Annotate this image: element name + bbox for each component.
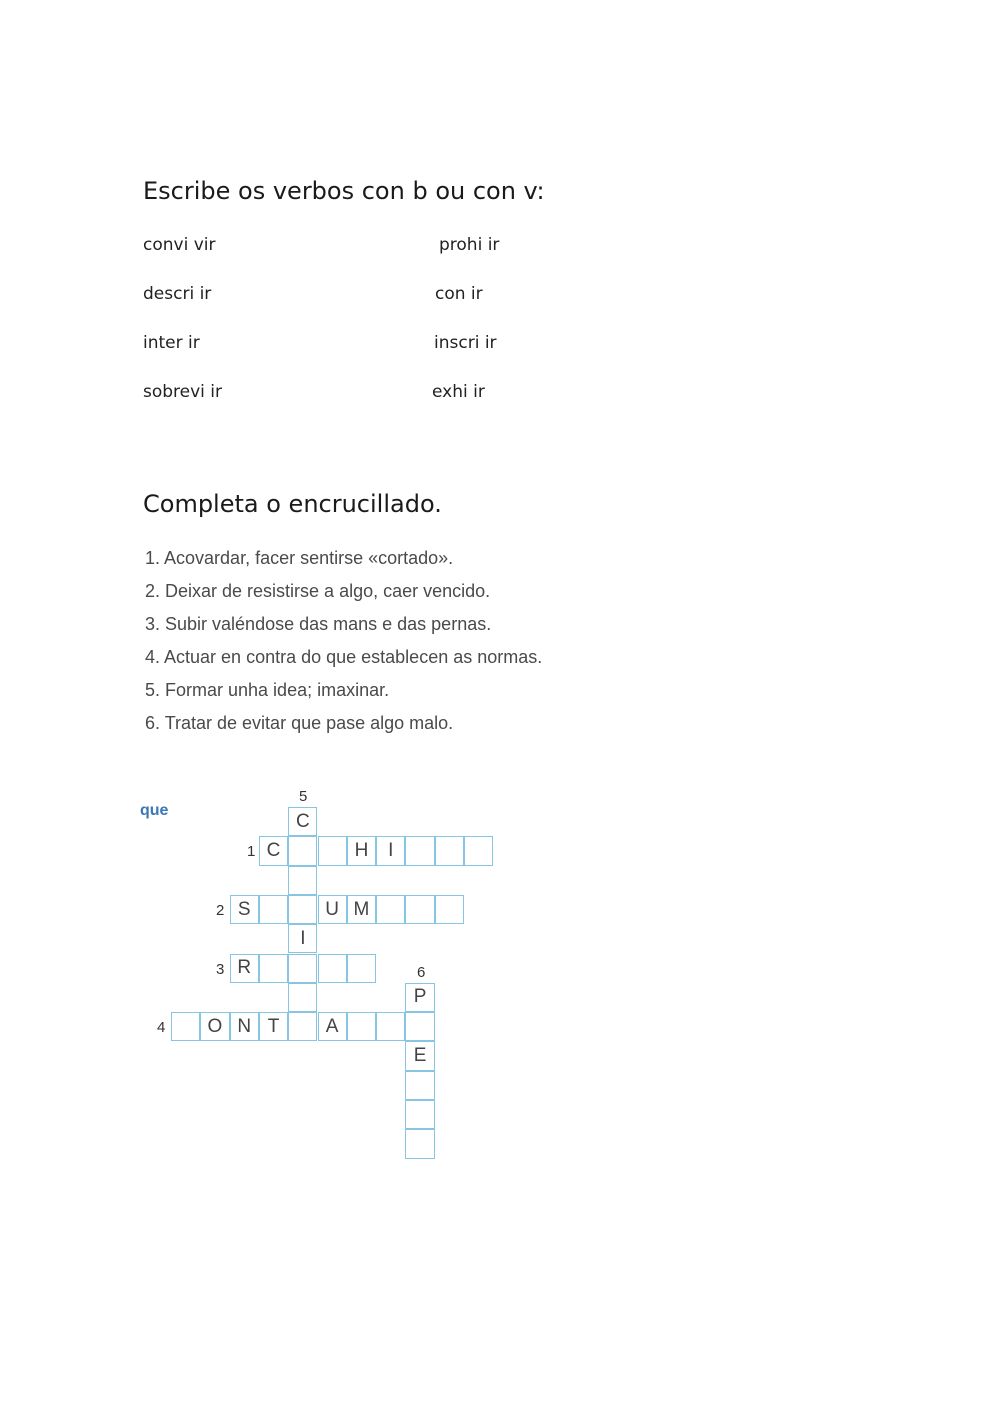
crossword-cell[interactable] xyxy=(405,836,434,865)
crossword-cell[interactable] xyxy=(405,1071,434,1100)
crossword-cell[interactable] xyxy=(288,895,317,924)
crossword-cell[interactable] xyxy=(288,983,317,1012)
clue-number-2: 2 xyxy=(216,902,225,919)
crossword-cell[interactable] xyxy=(464,836,493,865)
crossword-cell[interactable] xyxy=(288,866,317,895)
clue-number-1: 1 xyxy=(247,843,256,860)
crossword-cell[interactable]: A xyxy=(318,1012,347,1041)
word-left-2: descri ir xyxy=(143,284,212,304)
word-left-3: inter ir xyxy=(143,333,200,353)
crossword-cell[interactable] xyxy=(171,1012,200,1041)
crossword-cell[interactable]: C xyxy=(259,836,288,865)
crossword-cell[interactable] xyxy=(288,1012,317,1041)
crossword-cell[interactable] xyxy=(376,895,405,924)
crossword-cell[interactable]: M xyxy=(347,895,376,924)
crossword-cell[interactable]: C xyxy=(288,807,317,836)
clue-number-3: 3 xyxy=(216,961,225,978)
word-right-3: inscri ir xyxy=(434,333,497,353)
cropped-text-fragment: que xyxy=(140,802,169,819)
crossword-cell[interactable]: N xyxy=(230,1012,259,1041)
word-left-1: convi vir xyxy=(143,235,216,255)
clue-3: 3. Subir valéndose das mans e das pernas. xyxy=(145,614,492,634)
crossword-cell[interactable] xyxy=(318,836,347,865)
crossword-cell[interactable]: S xyxy=(230,895,259,924)
word-left-4: sobrevi ir xyxy=(143,382,223,402)
crossword-cell[interactable]: O xyxy=(200,1012,229,1041)
crossword-cell[interactable] xyxy=(435,836,464,865)
crossword-cell[interactable]: P xyxy=(405,983,434,1012)
crossword-cell[interactable]: U xyxy=(318,895,347,924)
crossword-cell[interactable]: I xyxy=(376,836,405,865)
word-right-2: con ir xyxy=(435,284,483,304)
crossword-cell[interactable]: H xyxy=(347,836,376,865)
crossword-cell[interactable] xyxy=(259,895,288,924)
crossword-cell[interactable] xyxy=(405,1129,434,1158)
crossword-cell[interactable] xyxy=(288,836,317,865)
clue-1: 1. Acovardar, facer sentirse «cortado». xyxy=(145,548,454,568)
word-right-1: prohi ir xyxy=(439,235,500,255)
clue-6: 6. Tratar de evitar que pase algo malo. xyxy=(145,713,454,733)
crossword-cell[interactable] xyxy=(405,1012,434,1041)
clue-2: 2. Deixar de resistirse a algo, caer vencido. xyxy=(145,581,491,601)
crossword-cell[interactable]: R xyxy=(230,954,259,983)
crossword-cell[interactable] xyxy=(347,954,376,983)
clue-number-5: 5 xyxy=(299,788,308,805)
clue-5: 5. Formar unha idea; imaxinar. xyxy=(145,680,390,700)
crossword-cell[interactable] xyxy=(405,895,434,924)
section2-title: Completa o encrucillado. xyxy=(143,490,442,518)
crossword-cell[interactable]: I xyxy=(288,924,317,953)
crossword-cell[interactable]: E xyxy=(405,1041,434,1070)
clue-number-4: 4 xyxy=(157,1019,166,1036)
crossword-cell[interactable] xyxy=(435,895,464,924)
clue-number-6: 6 xyxy=(417,964,426,981)
crossword-cell[interactable] xyxy=(288,954,317,983)
crossword-cell[interactable] xyxy=(376,1012,405,1041)
clue-4: 4. Actuar en contra do que establecen as normas. xyxy=(145,647,543,667)
word-right-4: exhi ir xyxy=(432,382,485,402)
crossword-cell[interactable] xyxy=(318,954,347,983)
crossword-cell[interactable] xyxy=(259,954,288,983)
crossword-cell[interactable] xyxy=(347,1012,376,1041)
crossword-cell[interactable]: T xyxy=(259,1012,288,1041)
crossword-cell[interactable] xyxy=(405,1100,434,1129)
section1-title: Escribe os verbos con b ou con v: xyxy=(143,177,545,205)
